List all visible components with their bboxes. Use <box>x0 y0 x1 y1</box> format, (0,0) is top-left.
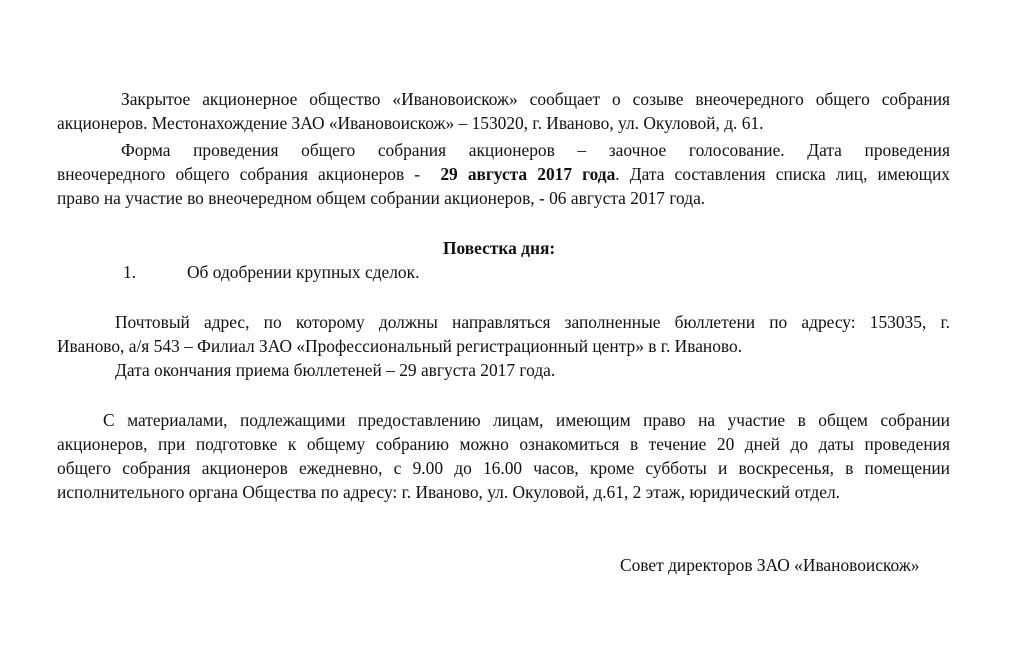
paragraph-3-line-1: Почтовый адрес, по которому должны направляться заполненные бюллетени по адресу: 153035, г. <box>115 312 950 332</box>
paragraph-2-line-3: право на участие во внеочередном общем собрании акционеров, - 06 августа 2017 года. <box>57 188 706 208</box>
meeting-date-prefix: внеочередного общего собрания акционеров - <box>57 164 431 184</box>
paragraph-4-line-2: акционеров, при подготовке к общему собранию можно ознакомиться в течение 20 дней до даты проведения <box>57 434 950 454</box>
paragraph-2-line-1: Форма проведения общего собрания акционеров – заочное голосование. Дата проведения <box>121 140 950 160</box>
paragraph-3-line-2: Иваново, а/я 543 – Филиал ЗАО «Профессиональный регистрационный центр» в г. Иваново. <box>57 336 743 356</box>
paragraph-4-line-4: исполнительного органа Общества по адресу: г. Иваново, ул. Окуловой, д.61, 2 этаж, юридический отдел. <box>57 482 841 502</box>
paragraph-4-line-3: общего собрания акционеров ежедневно, с 9.00 до 16.00 часов, кроме субботы и воскресенья, в помещении <box>57 458 950 478</box>
signature: Совет директоров ЗАО «Ивановоискож» <box>620 555 920 575</box>
paragraph-2-line-2 <box>57 162 950 186</box>
agenda-heading: Повестка дня: <box>443 238 556 258</box>
paragraph-3-line-3: Дата окончания приема бюллетеней – 29 августа 2017 года. <box>115 360 556 380</box>
paragraph-1-line-1: Закрытое акционерное общество «Ивановоискож» сообщает о созыве внеочередного общего собрания <box>121 89 950 109</box>
agenda-item-number: 1. <box>123 262 137 282</box>
agenda-item-text: Об одобрении крупных сделок. <box>187 262 420 282</box>
paragraph-1-line-2: акционеров. Местонахождение ЗАО «Ивановоискож» – 153020, г. Иваново, ул. Окуловой, д. 61. <box>57 113 764 133</box>
meeting-date: 29 августа 2017 года <box>440 164 616 184</box>
paragraph-4-line-1: С материалами, подлежащими предоставлению лицам, имеющим право на участие в общем собрании <box>103 410 950 430</box>
meeting-date-suffix: . Дата составления списка лиц, имеющих <box>615 164 950 184</box>
